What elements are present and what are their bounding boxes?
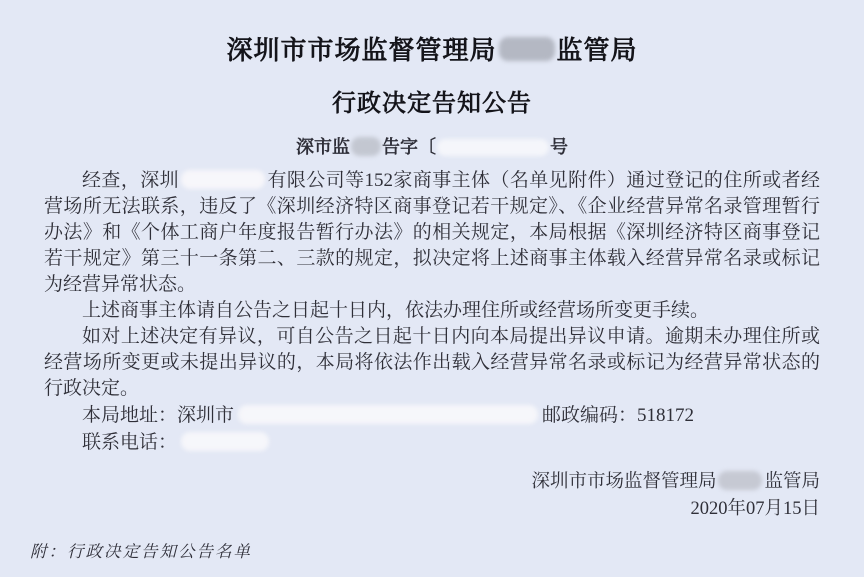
page-subtitle: 行政决定告知公告 (332, 90, 532, 117)
issuer-name-suffix: 监管局 (764, 472, 820, 492)
issuer-line (44, 469, 820, 496)
redaction-blur-address (238, 405, 538, 424)
doc-number-middle: 告字〔 (382, 137, 436, 157)
redaction-blur-doc-number-1 (351, 137, 381, 156)
doc-number-suffix: 号 (550, 137, 568, 157)
doc-number (40, 133, 824, 159)
issuer-name-prefix: 深圳市市场监督管理局 (531, 472, 717, 492)
signature-block (44, 469, 820, 523)
postal-label: 邮政编码： (542, 405, 638, 426)
title-issuer-prefix: 深圳市市场监督管理局 (226, 35, 497, 65)
page-title (40, 30, 824, 67)
paragraph-findings-suffix: 有限公司等152家商事主体（名单见附件）通过登记的住所或者经营场所无法联系，违反了《深圳经济特区商事登记若干规定》、《企业经营异常名录管理暂行办法》和《个体工商户年度报告暂行办法》的相关规定，本局根据《深圳经济特区商事登记若干规定》第三十一条第二、三款的规定，拟决定将上述商事主体载入经营异常名录或标记为经营异常状态。 (44, 170, 820, 295)
paragraph-instruction: 上述商事主体请自公告之日起十日内，依法办理住所或经营场所变更手续。 (82, 300, 710, 321)
address-label: 本局地址：深圳市 (82, 405, 235, 426)
phone-label: 联系电话： (82, 432, 178, 453)
postal-code: 518172 (637, 405, 695, 426)
doc-number-prefix: 深市监 (296, 137, 350, 157)
document-body (30, 168, 820, 562)
paragraph-objection: 如对上述决定有异议，可自公告之日起十日内向本局提出异议申请。逾期未办理住所或经营场所变更或未提出异议的，本局将依法作出载入经营异常名录或标记为经营异常状态的行政决定。 (44, 326, 820, 399)
redaction-blur-issuer (718, 471, 762, 490)
paragraph-findings-prefix: 经查，深圳 (82, 170, 180, 191)
redaction-blur-company-name (181, 170, 265, 189)
issue-date: 2020年07月15日 (690, 499, 820, 519)
contact-address-line (44, 402, 820, 429)
redaction-blur-title (499, 37, 555, 61)
title-issuer-suffix: 监管局 (556, 35, 638, 65)
contact-phone-line (44, 429, 820, 456)
document-header (0, 30, 864, 159)
paragraph-findings (44, 168, 820, 298)
attachment-note: 附：行政决定告知公告名单 (30, 542, 252, 561)
redaction-blur-doc-number-2 (437, 139, 549, 156)
redaction-blur-phone (181, 432, 269, 451)
